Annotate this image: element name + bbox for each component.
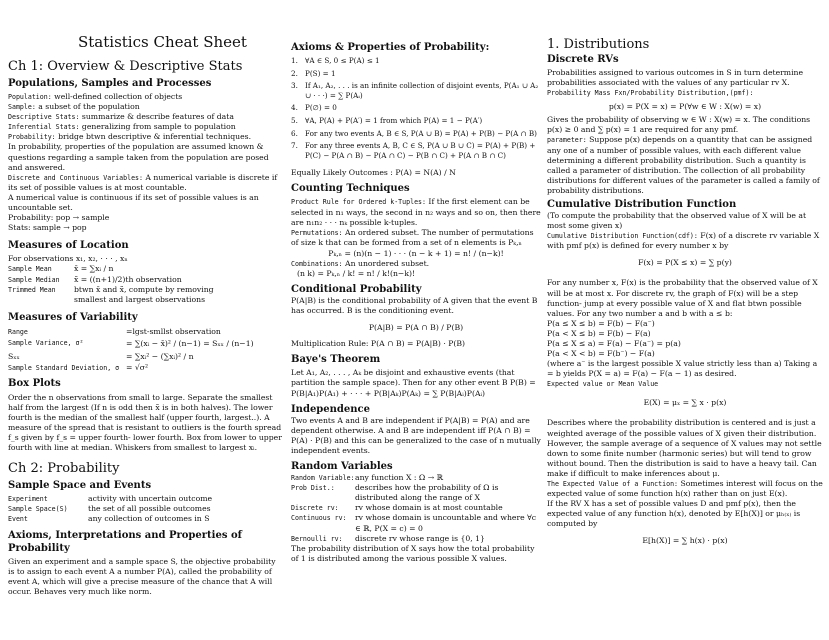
list-item: 1. ∀A ∈ S, 0 ≤ P(A) ≤ 1 — [291, 56, 380, 65]
list-item: 6. For any two events A, B ∈ S, P(A ∪ B) = P(A) + P(B) − P(A ∩ B) — [291, 128, 537, 138]
formula-row: Sample Standard Deviation, σ = √σ² — [8, 362, 149, 372]
definition-item: Probability: bridge btwn descriptive & inferential techniques. — [8, 132, 252, 142]
list-item: P(a ≤ X ≤ b) = F(b) − F(a⁻) — [547, 318, 655, 328]
section-bayes-heading: Baye's Theorem — [291, 354, 381, 366]
paragraph: Stats: sample → pop — [8, 223, 87, 233]
column-1 — [8, 0, 283, 597]
section-axioms-properties-heading: Axioms & Properties of Probability: — [291, 42, 490, 53]
combination-formula: (n k) = Pₖ,ₙ / k! = n! / k!(n−k)! — [297, 269, 416, 278]
list-item: 4. P(∅) = 0 — [291, 103, 337, 113]
paragraph: Combinations: An unordered subset. — [291, 258, 430, 268]
definition-item: Sample: a subset of the population — [8, 102, 140, 112]
section-axioms-heading: Axioms, Interpretations and Properties of Probability — [8, 529, 242, 554]
cdf-formula: F(x) = P(X ≤ x) = ∑ p(y) — [638, 258, 732, 268]
paragraph: Describes where the probability distribution is centered and is just a weighted average of the possible values of X given their distribution. However, the sample average of a sequence of X values may not settle down to some finite number (harmonic series) but will tend to grow without bound. Then the distribution is said to have a heavy tail. Can make if difficult to make inferences about μ. — [547, 418, 822, 478]
chapter-1-heading: Ch 1: Overview & Descriptive Stats — [8, 59, 243, 74]
formula-row: Range =lgst-smllst observation — [8, 326, 221, 336]
list-item: P(a ≤ X ≤ a) = F(a) − F(a⁻) = p(a) — [547, 338, 681, 348]
definition-row: Prob Dist.: describes how the probability of Ω is distributed along the range of X — [291, 483, 499, 503]
column-3 — [547, 0, 823, 546]
formula-row: Sample Median x̃ = ((n+1)/2)th observation — [8, 274, 182, 284]
formula-row: Sample Mean x̄ = ∑xᵢ / n — [8, 264, 114, 274]
paragraph: Two events A and B are independent if P(A|B) = P(A) and are dependent otherwise. A and B are independent iff P(A ∩ B) = P(A) · P(B) and this can be generalized to the case of n mutually independent events. — [291, 415, 541, 455]
expected-function-formula: E[h(X)] = ∑ h(x) · p(x) — [642, 536, 728, 546]
inequality-list — [547, 319, 823, 359]
paragraph: In probability, properties of the population are assumed known & questions regarding a sample taken from the population are posed and answered. — [8, 142, 269, 172]
paragraph: Given an experiment and a sample space S, the objective probability is to assign to each event A a number P(A), called the probability of event A, which will give a precise measure of the chance that A will occur. Behaves very much like norm. — [8, 556, 276, 597]
paragraph: A numerical value is continuous if its set of possible values is an uncountable set. — [8, 192, 259, 213]
section-counting-heading: Counting Techniques — [291, 183, 410, 195]
section-location-heading: Measures of Location — [8, 240, 129, 252]
paragraph: Product Rule for Ordered k-Tuples: If the first element can be selected in n₁ ways, the second in n₂ ways and so on, then there are n₁n₂ · · · nₖ possible k-tuples. — [291, 197, 541, 227]
section-random-variables-heading: Random Variables — [291, 461, 393, 473]
paragraph: Expected value or Mean Value — [547, 380, 659, 389]
page-title: Statistics Cheat Sheet — [78, 33, 247, 51]
list-item: P(a < X < b) = F(b⁻) − F(a) — [547, 349, 655, 359]
pmf-formula: p(x) = P(X = x) = P(∀w ∈ W : X(w) = x) — [608, 102, 762, 112]
conditional-formula: P(A|B) = P(A ∩ B) / P(B) — [368, 323, 464, 333]
paragraph: Permutations: An ordered subset. The number of permutations of size k that can be formed from a set of n elements is Pₖ,ₙ — [291, 227, 534, 247]
paragraph: Probabilities assigned to various outcomes in S in turn determine probabilities associated with the values of any particular rv X. — [547, 68, 804, 88]
section-boxplots-heading: Box Plots — [8, 377, 61, 389]
paragraph: (To compute the probability that the observed value of X will be at most some given x) — [547, 211, 807, 231]
definition-item: Inferential Stats: generalizing from sample to population — [8, 122, 236, 132]
definition-row: Bernoulli rv: discrete rv whose range is {0, 1} — [291, 533, 485, 543]
definition-item: Descriptive Stats: summarize & describe features of data — [8, 112, 234, 122]
section-discrete-heading: Discrete RVs — [547, 54, 619, 65]
paragraph: (where a⁻ is the largest possible X value strictly less than a) Taking a = b yields P(X = a) = F(a) − F(a − 1) as desired. — [547, 359, 818, 379]
paragraph: Gives the probability of observing w ∈ W : X(w) = x. The conditions p(x) ≥ 0 and ∑ p(x) = 1 are required for any pmf. — [547, 115, 811, 135]
formula-row: Sample Variance, σ² = ∑(xᵢ − x̄)² / (n−1) = Sₓₓ / (n−1) — [8, 338, 254, 348]
formula-row: Sₓₓ = ∑xᵢ² − (∑xᵢ)² / n — [8, 351, 194, 361]
list-item: P(a < X ≤ b) = F(b) − F(a) — [547, 328, 651, 338]
permutation-formula: Pₖ,ₙ = (n)(n − 1) · · · (n − k + 1) = n! / (n−k)! — [328, 248, 504, 258]
axioms-list — [291, 56, 541, 160]
chapter-2-heading: Ch 2: Probability — [8, 460, 120, 476]
paragraph: The probability distribution of X says how the total probability of 1 is distributed among the various possible X values. — [291, 543, 535, 563]
paragraph: Let A₁, A₂, . . . , Aₖ be disjoint and exhaustive events (that partition the sample space). Then for any other event B P(B) = P(B|A₁)P(A₁) + · · · + P(B|Aₖ)P(Aₖ) = ∑ P(B|Aᵢ)P(Aᵢ) — [291, 368, 536, 398]
definition-item: Population: well-defined collection of objects — [8, 92, 183, 101]
paragraph: Order the n observations from small to large. Separate the smallest half from the largest (If n is odd then x̃ is in both halves). The lower fourth is the median of the smallest half (upper fourth, largest..). A measure of the spread that is resistant to outliers is the fourth spread f_s given by f_s = upper fourth- lower fourth. Box from lower to upper fourth with line at median. Whiskers from smallest to largest xᵢ. — [8, 392, 282, 453]
paragraph: Discrete and Continuous Variables: A numerical variable is discrete if its set of possible values is at most countable. — [8, 172, 278, 192]
paragraph: Multiplication Rule: P(A ∩ B) = P(A|B) · P(B) — [291, 339, 466, 349]
paragraph: For any number x, F(x) is the probability that the observed value of X will be at most x. For discrete rv, the graph of F(x) will be a step function- jump at every possible value of X and flat btwn possible values. For any two number a and b with a ≤ b: — [547, 278, 818, 318]
section-conditional-heading: Conditional Probability — [291, 284, 422, 296]
section-distributions-heading: 1. Distributions — [547, 37, 650, 52]
paragraph: If the RV X has a set of possible values D and pmf p(x), then the expected value of any function h(x), denoted by E[h(X)] or μₕ₍ₓ₎ is computed by — [547, 499, 801, 529]
list-item: 3. If A₁, A₂, . . . is an infinite collection of disjoint events, P(A₁ ∪ A₂ ∪ · · ·) = ∑ P(Aᵢ) — [291, 81, 539, 100]
section-populations-heading: Populations, Samples and Processes — [8, 78, 212, 89]
section-cdf-heading: Cumulative Distribution Function — [547, 199, 737, 211]
section-variability-heading: Measures of Variability — [8, 311, 138, 323]
list-item: 5. ∀A, P(A) + P(A′) = 1 from which P(A) = 1 − P(A′) — [291, 115, 483, 125]
column-2 — [291, 0, 541, 564]
paragraph: For observations x₁, x₂, · · · , xₙ — [8, 254, 128, 264]
definition-row: Experiment activity with uncertain outcome — [8, 493, 213, 503]
paragraph: Probability Mass Fxn/Probability Distribution,(pmf): — [547, 89, 754, 98]
definitions-list — [8, 92, 283, 142]
definition-row: Continuous rv: rv whose domain is uncountable and where ∀c ∈ ℝ, P(X = c) = 0 — [291, 513, 537, 533]
definition-row: Discrete rv: rv whose domain is at most countable — [291, 503, 503, 513]
list-item: 7. For any three events A, B, C ∈ S, P(A ∪ B ∪ C) = P(A) + P(B) + P(C) − P(A ∩ B) − P(A ∩ C) − P(B ∩ C) + P(A ∩ B ∩ C) — [291, 141, 536, 160]
definition-row: Event any collection of outcomes in S — [8, 513, 210, 523]
paragraph: parameter: Suppose p(x) depends on a quantity that can be assigned any one of a number of possible values, with each different value determining a different probability distribution. Such a quantity is called a parameter of distribution. The collection of all probability distributions for different values of the parameter is called a family of probability distributions. — [547, 135, 820, 195]
paragraph: Cumulative Distribution Function(cdf): F(x) of a discrete rv variable X with pmf p(x) is defined for every number x by — [547, 231, 820, 251]
list-item: 2. P(S) = 1 — [291, 68, 336, 78]
definition-row: Sample Space(S) the set of all possible outcomes — [8, 503, 211, 513]
definition-row: Random Variable: any function X : Ω → ℝ — [291, 473, 443, 483]
section-independence-heading: Independence — [291, 403, 371, 415]
paragraph: Equally Likely Outcomes : P(A) = N(A) / N — [291, 168, 456, 178]
expected-value-formula: E(X) = μₓ = ∑ x · p(x) — [643, 398, 727, 408]
paragraph: P(A|B) is the conditional probability of A given that the event B has occurred. B is the conditioning event. — [291, 296, 538, 316]
paragraph: Probability: pop → sample — [8, 213, 110, 223]
formula-row: Trimmed Mean btwn x̄ and x̃, compute by removing smallest and largest observations — [8, 284, 214, 304]
section-samplespace-heading: Sample Space and Events — [8, 479, 152, 491]
paragraph: The Expected Value of a Function: Sometimes interest will focus on the expected value of some function h(x) rather than on just E(x). — [547, 479, 823, 499]
